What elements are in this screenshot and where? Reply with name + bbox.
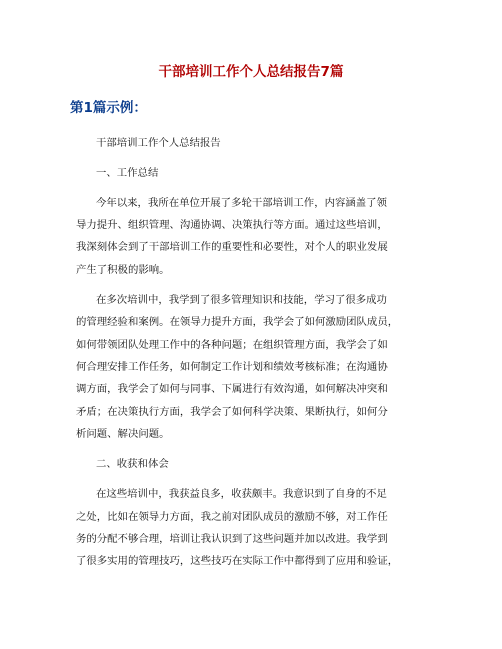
paragraph-line: 析问题、解决问题。	[76, 428, 170, 440]
report-subtitle: 干部培训工作个人总结报告	[96, 137, 221, 149]
paragraph-line: 在多次培训中，我学到了很多管理知识和技能，学习了很多成功	[96, 294, 387, 306]
section-heading: 第1篇示例：	[70, 100, 147, 116]
paragraph-line: 了很多实用的管理技巧，这些技巧在实际工作中都得到了应用和验证，	[76, 555, 399, 567]
paragraph-line: 我深刻体会到了干部培训工作的重要性和必要性，对个人的职业发展	[76, 241, 388, 253]
paragraph-line: 调方面，我学会了如何与同事、下属进行有效沟通，如何解决冲突和	[76, 383, 388, 395]
paragraph-line: 今年以来，我所在单位开展了多轮干部培训工作，内容涵盖了领	[96, 197, 387, 209]
heading-work-summary: 一、工作总结	[96, 167, 159, 179]
paragraph-line: 矛盾；在决策执行方面，我学会了如何科学决策、果断执行，如何分	[76, 406, 388, 418]
heading-gains: 二、收获和体会	[96, 458, 169, 470]
paragraph-line: 务的分配不够合理，培训让我认识到了这些问题并加以改进。我学到	[76, 533, 388, 545]
paragraph-line: 何合理安排工作任务，如何制定工作计划和绩效考核标准；在沟通协	[76, 361, 388, 373]
document-title: 干部培训工作个人总结报告7篇	[158, 64, 344, 80]
paragraph-line: 如何带领团队处理工作中的各种问题；在组织管理方面，我学会了如	[76, 339, 388, 351]
paragraph-line: 之处，比如在领导力方面，我之前对团队成员的激励不够，对工作任	[76, 511, 388, 523]
paragraph-line: 导力提升、组织管理、沟通协调、决策执行等方面。通过这些培训，	[76, 219, 388, 231]
paragraph-line: 产生了积极的影响。	[76, 264, 170, 276]
paragraph-line: 在这些培训中，我获益良多，收获颇丰。我意识到了自身的不足	[96, 488, 387, 500]
paragraph-line: 的管理经验和案例。在领导力提升方面，我学会了如何激励团队成员，	[76, 316, 399, 328]
